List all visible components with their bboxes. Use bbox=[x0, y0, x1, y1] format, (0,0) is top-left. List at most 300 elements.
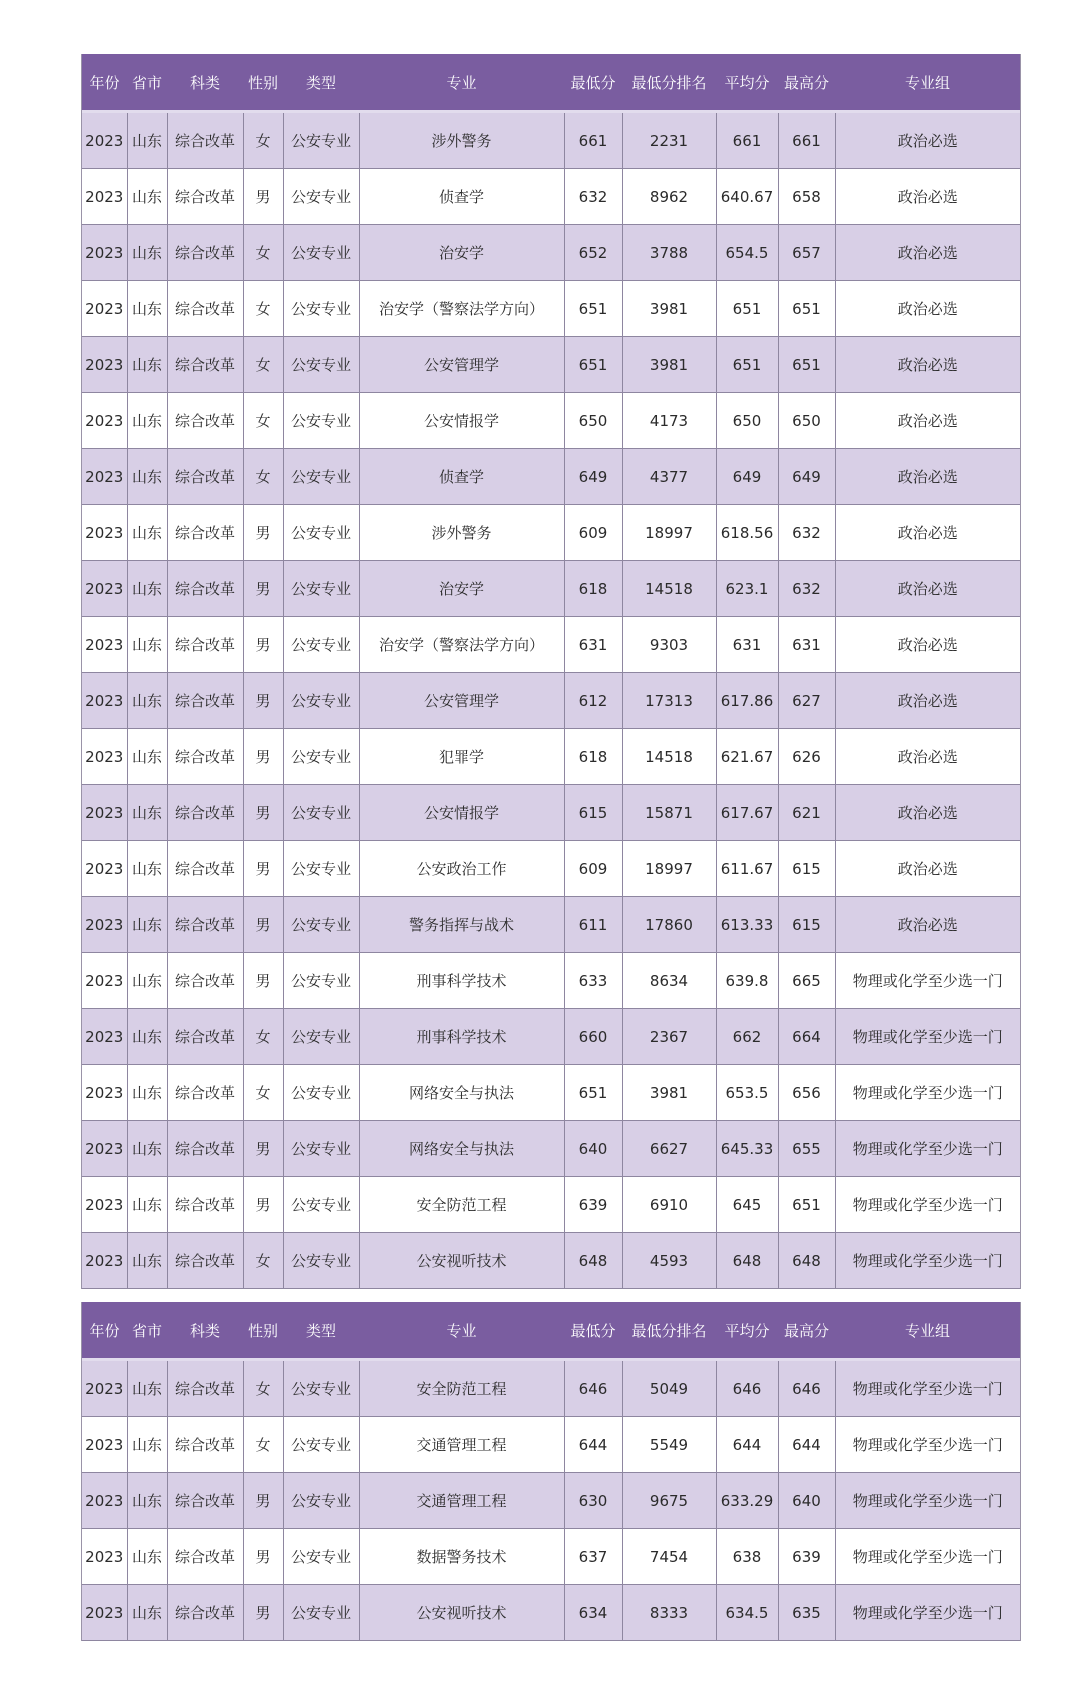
table-row bbox=[82, 169, 1020, 225]
cell-major: 治安学 bbox=[359, 225, 564, 281]
cell-min-score: 611 bbox=[564, 897, 622, 953]
cell-max-score: 665 bbox=[778, 953, 835, 1009]
cell-max-score: 656 bbox=[778, 1065, 835, 1121]
cell-min-rank: 3788 bbox=[622, 225, 716, 281]
cell-min-score: 609 bbox=[564, 841, 622, 897]
header-min-score: 最低分 bbox=[564, 1302, 622, 1360]
cell-max-score: 635 bbox=[778, 1585, 835, 1641]
cell-avg-score: 651 bbox=[716, 281, 778, 337]
header-type: 类型 bbox=[283, 1302, 359, 1360]
cell-min-rank: 8333 bbox=[622, 1585, 716, 1641]
table-row bbox=[82, 225, 1020, 281]
cell-province: 山东 bbox=[127, 449, 167, 505]
cell-min-rank: 8634 bbox=[622, 953, 716, 1009]
cell-major-group: 物理或化学至少选一门 bbox=[835, 1177, 1020, 1233]
cell-year: 2023 bbox=[82, 505, 127, 561]
cell-gender: 男 bbox=[243, 1473, 283, 1529]
cell-category: 综合改革 bbox=[167, 617, 243, 673]
cell-gender: 男 bbox=[243, 169, 283, 225]
cell-avg-score: 661 bbox=[716, 112, 778, 169]
table-row bbox=[82, 1585, 1020, 1641]
cell-type: 公安专业 bbox=[283, 673, 359, 729]
cell-type: 公安专业 bbox=[283, 953, 359, 1009]
cell-avg-score: 623.1 bbox=[716, 561, 778, 617]
cell-min-score: 640 bbox=[564, 1121, 622, 1177]
cell-type: 公安专业 bbox=[283, 1417, 359, 1473]
cell-year: 2023 bbox=[82, 1529, 127, 1585]
cell-major: 安全防范工程 bbox=[359, 1360, 564, 1417]
cell-province: 山东 bbox=[127, 953, 167, 1009]
cell-province: 山东 bbox=[127, 617, 167, 673]
cell-category: 综合改革 bbox=[167, 393, 243, 449]
cell-min-score: 633 bbox=[564, 953, 622, 1009]
table-row bbox=[82, 897, 1020, 953]
cell-major-group: 物理或化学至少选一门 bbox=[835, 1417, 1020, 1473]
cell-gender: 男 bbox=[243, 1121, 283, 1177]
cell-max-score: 626 bbox=[778, 729, 835, 785]
cell-min-rank: 18997 bbox=[622, 505, 716, 561]
table-row bbox=[82, 337, 1020, 393]
cell-category: 综合改革 bbox=[167, 1529, 243, 1585]
table-row bbox=[82, 1065, 1020, 1121]
table-row bbox=[82, 1121, 1020, 1177]
cell-major-group: 物理或化学至少选一门 bbox=[835, 1233, 1020, 1289]
cell-major-group: 政治必选 bbox=[835, 505, 1020, 561]
table-row bbox=[82, 673, 1020, 729]
table-header-row bbox=[82, 54, 1020, 112]
cell-min-rank: 14518 bbox=[622, 729, 716, 785]
cell-avg-score: 651 bbox=[716, 337, 778, 393]
cell-year: 2023 bbox=[82, 1585, 127, 1641]
cell-min-rank: 4593 bbox=[622, 1233, 716, 1289]
cell-year: 2023 bbox=[82, 1473, 127, 1529]
cell-major-group: 政治必选 bbox=[835, 841, 1020, 897]
cell-province: 山东 bbox=[127, 1065, 167, 1121]
cell-min-score: 632 bbox=[564, 169, 622, 225]
table-row bbox=[82, 841, 1020, 897]
cell-max-score: 621 bbox=[778, 785, 835, 841]
cell-min-rank: 3981 bbox=[622, 281, 716, 337]
cell-gender: 女 bbox=[243, 449, 283, 505]
header-min-score: 最低分 bbox=[564, 54, 622, 112]
header-major-group: 专业组 bbox=[835, 1302, 1020, 1360]
cell-category: 综合改革 bbox=[167, 953, 243, 1009]
cell-gender: 男 bbox=[243, 1529, 283, 1585]
cell-major: 网络安全与执法 bbox=[359, 1065, 564, 1121]
cell-avg-score: 639.8 bbox=[716, 953, 778, 1009]
cell-province: 山东 bbox=[127, 337, 167, 393]
cell-gender: 女 bbox=[243, 337, 283, 393]
cell-major: 公安管理学 bbox=[359, 337, 564, 393]
cell-major: 涉外警务 bbox=[359, 505, 564, 561]
cell-type: 公安专业 bbox=[283, 1473, 359, 1529]
header-major-group: 专业组 bbox=[835, 54, 1020, 112]
cell-category: 综合改革 bbox=[167, 673, 243, 729]
table-row bbox=[82, 505, 1020, 561]
cell-min-rank: 9303 bbox=[622, 617, 716, 673]
score-table bbox=[82, 1302, 1020, 1641]
cell-type: 公安专业 bbox=[283, 225, 359, 281]
cell-major-group: 物理或化学至少选一门 bbox=[835, 1529, 1020, 1585]
cell-avg-score: 648 bbox=[716, 1233, 778, 1289]
cell-major-group: 政治必选 bbox=[835, 785, 1020, 841]
cell-province: 山东 bbox=[127, 673, 167, 729]
cell-gender: 女 bbox=[243, 1360, 283, 1417]
cell-year: 2023 bbox=[82, 1009, 127, 1065]
cell-type: 公安专业 bbox=[283, 1065, 359, 1121]
cell-type: 公安专业 bbox=[283, 449, 359, 505]
cell-major: 侦查学 bbox=[359, 169, 564, 225]
cell-major-group: 物理或化学至少选一门 bbox=[835, 1585, 1020, 1641]
cell-province: 山东 bbox=[127, 1417, 167, 1473]
cell-major-group: 政治必选 bbox=[835, 729, 1020, 785]
cell-province: 山东 bbox=[127, 897, 167, 953]
cell-province: 山东 bbox=[127, 1473, 167, 1529]
cell-year: 2023 bbox=[82, 449, 127, 505]
cell-avg-score: 653.5 bbox=[716, 1065, 778, 1121]
cell-min-rank: 2367 bbox=[622, 1009, 716, 1065]
cell-type: 公安专业 bbox=[283, 505, 359, 561]
cell-major-group: 物理或化学至少选一门 bbox=[835, 1009, 1020, 1065]
header-gender: 性别 bbox=[243, 1302, 283, 1360]
table-row bbox=[82, 393, 1020, 449]
cell-major: 公安视听技术 bbox=[359, 1585, 564, 1641]
cell-category: 综合改革 bbox=[167, 1360, 243, 1417]
cell-major: 公安情报学 bbox=[359, 785, 564, 841]
cell-major-group: 物理或化学至少选一门 bbox=[835, 1121, 1020, 1177]
cell-avg-score: 645.33 bbox=[716, 1121, 778, 1177]
cell-min-rank: 4173 bbox=[622, 393, 716, 449]
cell-province: 山东 bbox=[127, 1233, 167, 1289]
cell-min-rank: 18997 bbox=[622, 841, 716, 897]
cell-province: 山东 bbox=[127, 561, 167, 617]
cell-gender: 女 bbox=[243, 1233, 283, 1289]
cell-type: 公安专业 bbox=[283, 337, 359, 393]
cell-major: 交通管理工程 bbox=[359, 1473, 564, 1529]
cell-year: 2023 bbox=[82, 393, 127, 449]
cell-max-score: 646 bbox=[778, 1360, 835, 1417]
cell-year: 2023 bbox=[82, 281, 127, 337]
cell-province: 山东 bbox=[127, 505, 167, 561]
cell-type: 公安专业 bbox=[283, 897, 359, 953]
cell-major-group: 政治必选 bbox=[835, 281, 1020, 337]
cell-type: 公安专业 bbox=[283, 393, 359, 449]
table-row bbox=[82, 1233, 1020, 1289]
cell-min-rank: 8962 bbox=[622, 169, 716, 225]
cell-major: 涉外警务 bbox=[359, 112, 564, 169]
cell-province: 山东 bbox=[127, 1177, 167, 1233]
cell-gender: 女 bbox=[243, 1009, 283, 1065]
cell-province: 山东 bbox=[127, 393, 167, 449]
cell-category: 综合改革 bbox=[167, 897, 243, 953]
cell-gender: 女 bbox=[243, 1065, 283, 1121]
cell-category: 综合改革 bbox=[167, 841, 243, 897]
cell-avg-score: 646 bbox=[716, 1360, 778, 1417]
cell-category: 综合改革 bbox=[167, 1009, 243, 1065]
cell-type: 公安专业 bbox=[283, 1009, 359, 1065]
cell-min-score: 648 bbox=[564, 1233, 622, 1289]
cell-max-score: 639 bbox=[778, 1529, 835, 1585]
cell-avg-score: 633.29 bbox=[716, 1473, 778, 1529]
header-avg-score: 平均分 bbox=[716, 1302, 778, 1360]
cell-type: 公安专业 bbox=[283, 1233, 359, 1289]
cell-category: 综合改革 bbox=[167, 225, 243, 281]
cell-category: 综合改革 bbox=[167, 1585, 243, 1641]
cell-max-score: 650 bbox=[778, 393, 835, 449]
cell-min-score: 637 bbox=[564, 1529, 622, 1585]
cell-category: 综合改革 bbox=[167, 1473, 243, 1529]
cell-category: 综合改革 bbox=[167, 169, 243, 225]
cell-min-rank: 2231 bbox=[622, 112, 716, 169]
header-max-score: 最高分 bbox=[778, 1302, 835, 1360]
cell-province: 山东 bbox=[127, 1009, 167, 1065]
cell-min-rank: 15871 bbox=[622, 785, 716, 841]
table-row bbox=[82, 1417, 1020, 1473]
cell-gender: 男 bbox=[243, 953, 283, 1009]
cell-major-group: 政治必选 bbox=[835, 225, 1020, 281]
cell-type: 公安专业 bbox=[283, 785, 359, 841]
cell-max-score: 657 bbox=[778, 225, 835, 281]
cell-major-group: 政治必选 bbox=[835, 673, 1020, 729]
cell-avg-score: 631 bbox=[716, 617, 778, 673]
cell-type: 公安专业 bbox=[283, 1529, 359, 1585]
cell-major: 犯罪学 bbox=[359, 729, 564, 785]
cell-gender: 男 bbox=[243, 729, 283, 785]
cell-province: 山东 bbox=[127, 1529, 167, 1585]
cell-max-score: 627 bbox=[778, 673, 835, 729]
header-major: 专业 bbox=[359, 54, 564, 112]
cell-max-score: 651 bbox=[778, 281, 835, 337]
cell-min-score: 661 bbox=[564, 112, 622, 169]
cell-min-score: 618 bbox=[564, 729, 622, 785]
cell-major: 公安管理学 bbox=[359, 673, 564, 729]
table-row bbox=[82, 449, 1020, 505]
cell-min-score: 651 bbox=[564, 1065, 622, 1121]
cell-year: 2023 bbox=[82, 561, 127, 617]
table-header-row bbox=[82, 1302, 1020, 1360]
cell-min-rank: 17860 bbox=[622, 897, 716, 953]
cell-category: 综合改革 bbox=[167, 449, 243, 505]
cell-category: 综合改革 bbox=[167, 505, 243, 561]
cell-max-score: 664 bbox=[778, 1009, 835, 1065]
cell-max-score: 615 bbox=[778, 841, 835, 897]
cell-avg-score: 621.67 bbox=[716, 729, 778, 785]
header-major: 专业 bbox=[359, 1302, 564, 1360]
cell-major: 安全防范工程 bbox=[359, 1177, 564, 1233]
cell-gender: 女 bbox=[243, 281, 283, 337]
cell-type: 公安专业 bbox=[283, 1177, 359, 1233]
cell-category: 综合改革 bbox=[167, 337, 243, 393]
cell-gender: 男 bbox=[243, 561, 283, 617]
cell-max-score: 649 bbox=[778, 449, 835, 505]
cell-major-group: 物理或化学至少选一门 bbox=[835, 953, 1020, 1009]
cell-year: 2023 bbox=[82, 1417, 127, 1473]
header-province: 省市 bbox=[127, 54, 167, 112]
cell-year: 2023 bbox=[82, 953, 127, 1009]
cell-max-score: 651 bbox=[778, 1177, 835, 1233]
header-gender: 性别 bbox=[243, 54, 283, 112]
score-table-block-1 bbox=[81, 54, 1021, 1289]
cell-min-rank: 9675 bbox=[622, 1473, 716, 1529]
cell-min-score: 618 bbox=[564, 561, 622, 617]
cell-min-rank: 3981 bbox=[622, 337, 716, 393]
cell-year: 2023 bbox=[82, 1233, 127, 1289]
cell-major-group: 政治必选 bbox=[835, 561, 1020, 617]
cell-major-group: 物理或化学至少选一门 bbox=[835, 1473, 1020, 1529]
cell-year: 2023 bbox=[82, 1360, 127, 1417]
cell-min-score: 612 bbox=[564, 673, 622, 729]
cell-max-score: 631 bbox=[778, 617, 835, 673]
cell-category: 综合改革 bbox=[167, 1065, 243, 1121]
cell-min-score: 646 bbox=[564, 1360, 622, 1417]
table-body bbox=[82, 1360, 1020, 1641]
cell-year: 2023 bbox=[82, 617, 127, 673]
cell-max-score: 615 bbox=[778, 897, 835, 953]
cell-major-group: 政治必选 bbox=[835, 617, 1020, 673]
cell-max-score: 632 bbox=[778, 561, 835, 617]
cell-avg-score: 618.56 bbox=[716, 505, 778, 561]
header-year: 年份 bbox=[82, 1302, 127, 1360]
cell-avg-score: 662 bbox=[716, 1009, 778, 1065]
cell-major: 公安情报学 bbox=[359, 393, 564, 449]
cell-category: 综合改革 bbox=[167, 281, 243, 337]
score-table-block-2 bbox=[81, 1302, 1021, 1641]
cell-major: 交通管理工程 bbox=[359, 1417, 564, 1473]
cell-min-score: 651 bbox=[564, 337, 622, 393]
cell-min-score: 631 bbox=[564, 617, 622, 673]
cell-avg-score: 613.33 bbox=[716, 897, 778, 953]
cell-type: 公安专业 bbox=[283, 169, 359, 225]
cell-max-score: 655 bbox=[778, 1121, 835, 1177]
header-year: 年份 bbox=[82, 54, 127, 112]
cell-major-group: 政治必选 bbox=[835, 169, 1020, 225]
cell-type: 公安专业 bbox=[283, 1360, 359, 1417]
cell-province: 山东 bbox=[127, 1121, 167, 1177]
cell-year: 2023 bbox=[82, 841, 127, 897]
cell-year: 2023 bbox=[82, 1065, 127, 1121]
table-row bbox=[82, 281, 1020, 337]
cell-min-rank: 3981 bbox=[622, 1065, 716, 1121]
cell-major-group: 物理或化学至少选一门 bbox=[835, 1065, 1020, 1121]
cell-province: 山东 bbox=[127, 281, 167, 337]
cell-type: 公安专业 bbox=[283, 1121, 359, 1177]
header-min-rank: 最低分排名 bbox=[622, 1302, 716, 1360]
cell-major: 公安政治工作 bbox=[359, 841, 564, 897]
cell-min-score: 644 bbox=[564, 1417, 622, 1473]
cell-type: 公安专业 bbox=[283, 617, 359, 673]
cell-year: 2023 bbox=[82, 1177, 127, 1233]
cell-min-score: 609 bbox=[564, 505, 622, 561]
cell-min-rank: 14518 bbox=[622, 561, 716, 617]
cell-avg-score: 611.67 bbox=[716, 841, 778, 897]
cell-major: 警务指挥与战术 bbox=[359, 897, 564, 953]
table-row bbox=[82, 112, 1020, 169]
cell-major: 治安学（警察法学方向） bbox=[359, 617, 564, 673]
cell-province: 山东 bbox=[127, 729, 167, 785]
cell-province: 山东 bbox=[127, 169, 167, 225]
cell-year: 2023 bbox=[82, 169, 127, 225]
cell-min-score: 634 bbox=[564, 1585, 622, 1641]
cell-category: 综合改革 bbox=[167, 112, 243, 169]
cell-province: 山东 bbox=[127, 785, 167, 841]
table-row bbox=[82, 1529, 1020, 1585]
table-body bbox=[82, 112, 1020, 1289]
cell-major: 刑事科学技术 bbox=[359, 1009, 564, 1065]
cell-avg-score: 640.67 bbox=[716, 169, 778, 225]
cell-major-group: 政治必选 bbox=[835, 337, 1020, 393]
cell-province: 山东 bbox=[127, 1360, 167, 1417]
table-row bbox=[82, 953, 1020, 1009]
cell-category: 综合改革 bbox=[167, 729, 243, 785]
score-table bbox=[82, 54, 1020, 1289]
cell-year: 2023 bbox=[82, 112, 127, 169]
cell-type: 公安专业 bbox=[283, 561, 359, 617]
cell-type: 公安专业 bbox=[283, 112, 359, 169]
cell-major: 数据警务技术 bbox=[359, 1529, 564, 1585]
cell-min-score: 630 bbox=[564, 1473, 622, 1529]
header-province: 省市 bbox=[127, 1302, 167, 1360]
cell-gender: 女 bbox=[243, 1417, 283, 1473]
table-row bbox=[82, 1009, 1020, 1065]
cell-category: 综合改革 bbox=[167, 1177, 243, 1233]
cell-major: 公安视听技术 bbox=[359, 1233, 564, 1289]
cell-major: 治安学 bbox=[359, 561, 564, 617]
cell-year: 2023 bbox=[82, 785, 127, 841]
cell-gender: 女 bbox=[243, 393, 283, 449]
cell-province: 山东 bbox=[127, 841, 167, 897]
cell-gender: 女 bbox=[243, 112, 283, 169]
cell-year: 2023 bbox=[82, 337, 127, 393]
cell-min-score: 652 bbox=[564, 225, 622, 281]
cell-min-rank: 5049 bbox=[622, 1360, 716, 1417]
cell-gender: 男 bbox=[243, 897, 283, 953]
cell-category: 综合改革 bbox=[167, 561, 243, 617]
cell-max-score: 644 bbox=[778, 1417, 835, 1473]
header-type: 类型 bbox=[283, 54, 359, 112]
cell-min-score: 639 bbox=[564, 1177, 622, 1233]
cell-gender: 男 bbox=[243, 841, 283, 897]
cell-province: 山东 bbox=[127, 225, 167, 281]
cell-min-rank: 7454 bbox=[622, 1529, 716, 1585]
cell-max-score: 632 bbox=[778, 505, 835, 561]
cell-type: 公安专业 bbox=[283, 1585, 359, 1641]
cell-min-score: 651 bbox=[564, 281, 622, 337]
table-row bbox=[82, 617, 1020, 673]
cell-min-rank: 4377 bbox=[622, 449, 716, 505]
header-avg-score: 平均分 bbox=[716, 54, 778, 112]
cell-min-score: 649 bbox=[564, 449, 622, 505]
cell-max-score: 658 bbox=[778, 169, 835, 225]
cell-gender: 男 bbox=[243, 673, 283, 729]
cell-avg-score: 649 bbox=[716, 449, 778, 505]
cell-type: 公安专业 bbox=[283, 281, 359, 337]
cell-max-score: 648 bbox=[778, 1233, 835, 1289]
cell-type: 公安专业 bbox=[283, 841, 359, 897]
cell-category: 综合改革 bbox=[167, 785, 243, 841]
cell-avg-score: 645 bbox=[716, 1177, 778, 1233]
cell-min-score: 650 bbox=[564, 393, 622, 449]
cell-major-group: 政治必选 bbox=[835, 449, 1020, 505]
cell-avg-score: 644 bbox=[716, 1417, 778, 1473]
cell-major-group: 政治必选 bbox=[835, 897, 1020, 953]
cell-category: 综合改革 bbox=[167, 1121, 243, 1177]
cell-max-score: 651 bbox=[778, 337, 835, 393]
table-row bbox=[82, 729, 1020, 785]
cell-major: 侦查学 bbox=[359, 449, 564, 505]
table-row bbox=[82, 1360, 1020, 1417]
cell-year: 2023 bbox=[82, 1121, 127, 1177]
cell-major: 刑事科学技术 bbox=[359, 953, 564, 1009]
